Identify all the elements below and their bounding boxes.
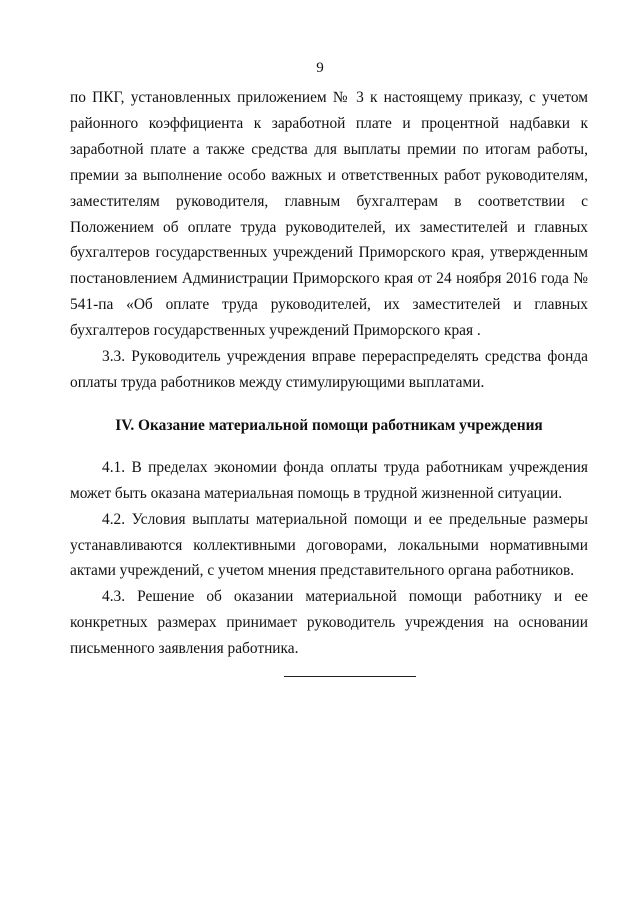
page-number: 9: [316, 60, 324, 76]
paragraph-3-3: 3.3. Руководитель учреждения вправе перераспределять средства фонда оплаты труда работников между стимулирующими выплатами.: [70, 348, 588, 391]
end-divider-line: [284, 676, 416, 677]
document-body: [70, 85, 588, 662]
paragraph-4-2: 4.2. Условия выплаты материальной помощи и ее предельные размеры устанавливаются коллективными договорами, локальными нормативными актами учреждений, с учетом мнения представительного органа работников.: [70, 510, 588, 580]
section-heading: IV. Оказание материальной помощи работникам учреждения: [115, 416, 543, 434]
paragraph-continuation: по ПКГ, установленных приложением № 3 к настоящему приказу, с учетом районного коэффициента к заработной плате и процентной надбавки к заработной плате а также средства для выплаты премии по итогам работы, премии за выполнение особо важных и ответственных работ руководителям, заместителям руководителя, главным бухгалтерам в соответствии с Положением об оплате труда руководителей, их заместителей и главных бухгалтеров государственных учреждений Приморского края, утвержденным постановлением Администрации Приморского края от 24 ноября 2016 года № 541-па «Об оплате труда руководителей, их заместителей и главных бухгалтеров государственных учреждений Приморского края .: [70, 89, 588, 340]
paragraph-4-1: 4.1. В пределах экономии фонда оплаты труда работникам учреждения может быть оказана материальная помощь в трудной жизненной ситуации.: [70, 458, 588, 502]
paragraph-4-3: 4.3. Решение об оказании материальной помощи работнику и ее конкретных размерах принимает руководитель учреждения на основании письменного заявления работника.: [70, 588, 588, 658]
